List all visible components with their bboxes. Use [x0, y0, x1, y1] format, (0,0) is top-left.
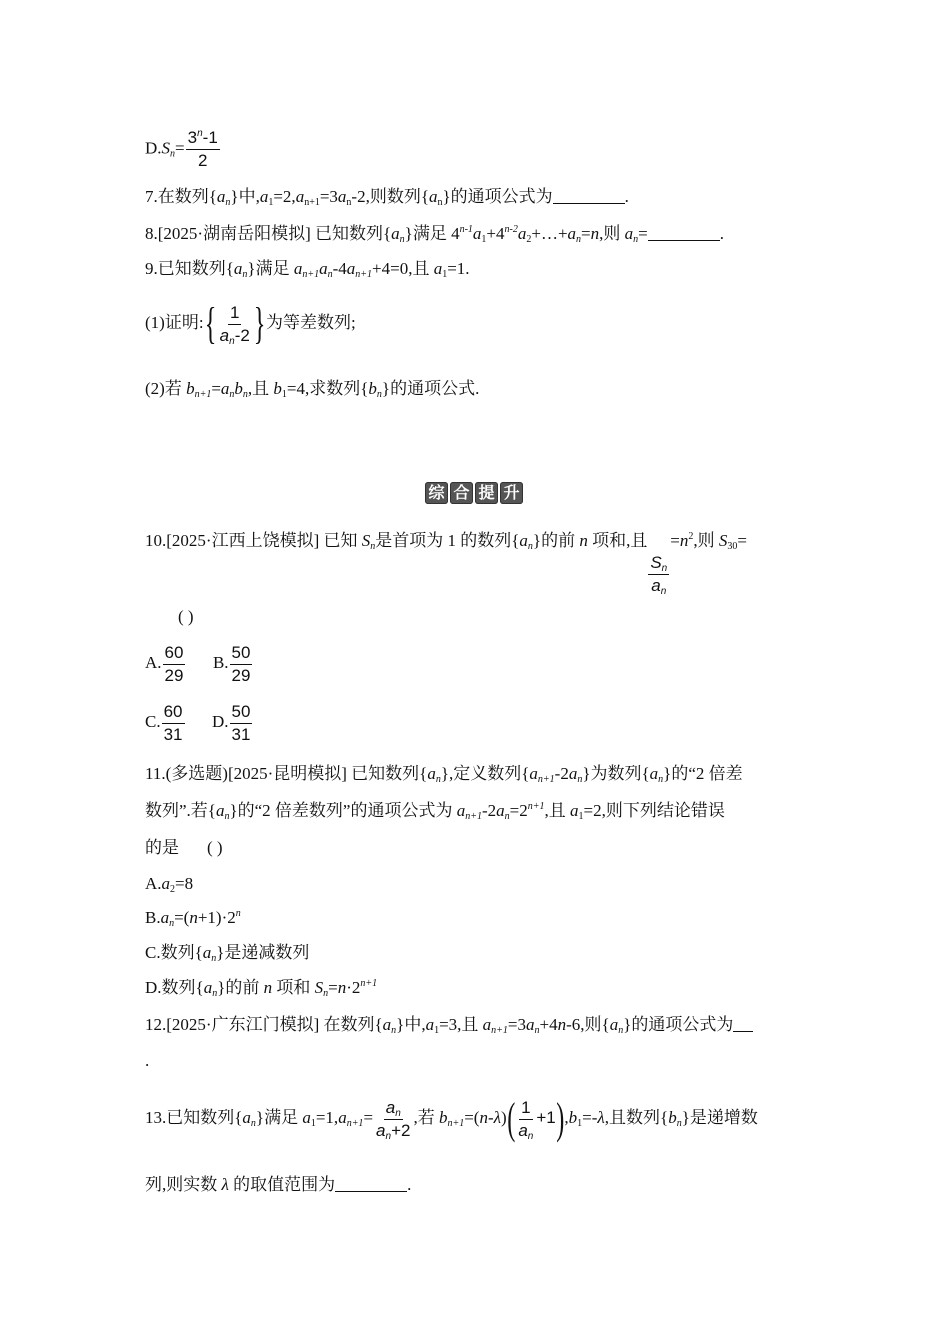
- q6-fraction: $\frac{3^n-1}{2}$: [187, 128, 218, 170]
- question-12: 12.[2025·广东江门模拟] 在数列$\{a_n\}$中$,a_1=3$,且 $a_{n+1}=3a_n+4n-6$,则$\{a_n\}$的通项公式为: [145, 1014, 753, 1036]
- question-11-line-3: 的是 ( ): [145, 838, 223, 857]
- q10-option-a[interactable]: A. $\frac{60}{29}$: [145, 643, 184, 685]
- question-13-line-2: 列,则实数 λ 的取值范围为 .: [145, 1175, 412, 1194]
- q13-fraction-2: $\frac{1}{a_n}$: [518, 1097, 534, 1142]
- q6-option-d: $D.S_n=$ $\frac{3^n-1}{2}$: [145, 128, 218, 170]
- question-8: 8.[2025·湖南岳阳模拟] 已知数列$\{a_n\}$满足 $4^{n-1}a_1+4^{n-2}a_2+\dots+a_n=n$,则 $a_n=$ .: [145, 224, 724, 245]
- question-10: 10.[2025·江西上饶模拟] 已知 $S_n$是首项为 1 的数列$\{a_n\}$的前 n 项和,且 $\frac{S_n}{a_n}$ $=n^2$,则 $S_{30}=$: [145, 531, 747, 597]
- question-11-line-2: 数列”.若$\{a_n\}$的“2 倍差数列”的通项公式为 $a_{n+1}-2a_n=2^{n+1}$,且 $a_1=2$,则下列结论错误: [145, 801, 725, 822]
- q10-option-d[interactable]: D. $\frac{50}{31}$: [212, 702, 251, 744]
- question-11-line-1: 11.(多选题)[2025·昆明模拟] 已知数列$\{a_n\}$,定义数列$\{a_{n+1}-2a_n\}$为数列$\{a_n\}$的“2 倍差: [145, 764, 743, 785]
- question-9: 9.已知数列$\{a_n\}$满足 $a_{n+1}a_n-4a_{n+1}+4=0$,且 $a_1=1$.: [145, 259, 470, 280]
- q11-option-a[interactable]: $A.a_2=8$: [145, 874, 194, 895]
- answer-blank[interactable]: [335, 1175, 407, 1192]
- question-7: 7.在数列$\{a_n\}$中$,a_1=2,a_{n+1}=3a_n-2$,则数列$\{a_n\}$的通项公式为 .: [145, 187, 629, 208]
- question-12-end: .: [145, 1051, 150, 1070]
- q10-fraction: $\frac{S_n}{a_n}$: [650, 553, 668, 597]
- q13-fraction-1: $\frac{a_n}{a_n+2}$: [376, 1097, 411, 1142]
- answer-blank[interactable]: [648, 224, 720, 241]
- question-9-part-2: (2)若 $b_{n+1}=a_nb_n$,且 $b_1=4$,求数列$\{b_n\}$的通项公式.: [145, 379, 480, 400]
- q11-option-d[interactable]: D.数列$\{a_n\}$的前 n 项和 $S_n=n\cdot 2^{n+1}$: [145, 978, 378, 999]
- q10-option-c[interactable]: C. $\frac{60}{31}$: [145, 702, 183, 744]
- answer-blank[interactable]: [733, 1015, 753, 1032]
- q11-option-b[interactable]: $B.a_n=(n+1)\cdot 2^n$: [145, 908, 241, 929]
- q10-answer-paren: ( ): [178, 607, 194, 626]
- question-13-line-1: 13.已知数列$\{a_n\}$满足 $a_1=1,a_{n+1}=$ $\frac{a_n}{a_n+2}$ ,若 $b_{n+1}=(n-\lambda)$( $\frac{1}{a_n}$ $+1),b_1=-\lambda$,且数列$\{b_n\}$是递增数: [145, 1094, 758, 1143]
- q10-options-ab: [145, 643, 253, 686]
- answer-blank[interactable]: [553, 187, 625, 204]
- question-9-part-1: (1)证明:{ $\frac{1}{a_n-2}$ }为等差数列;: [145, 299, 356, 348]
- q9-fraction: $\frac{1}{a_n-2}$: [219, 302, 250, 347]
- section-badge: 综 合 提 升: [425, 482, 523, 504]
- q11-option-c[interactable]: C.数列$\{a_n\}$是递减数列: [145, 943, 310, 964]
- q10-options-cd: [145, 702, 253, 745]
- q10-option-b[interactable]: B. $\frac{50}{29}$: [212, 643, 251, 685]
